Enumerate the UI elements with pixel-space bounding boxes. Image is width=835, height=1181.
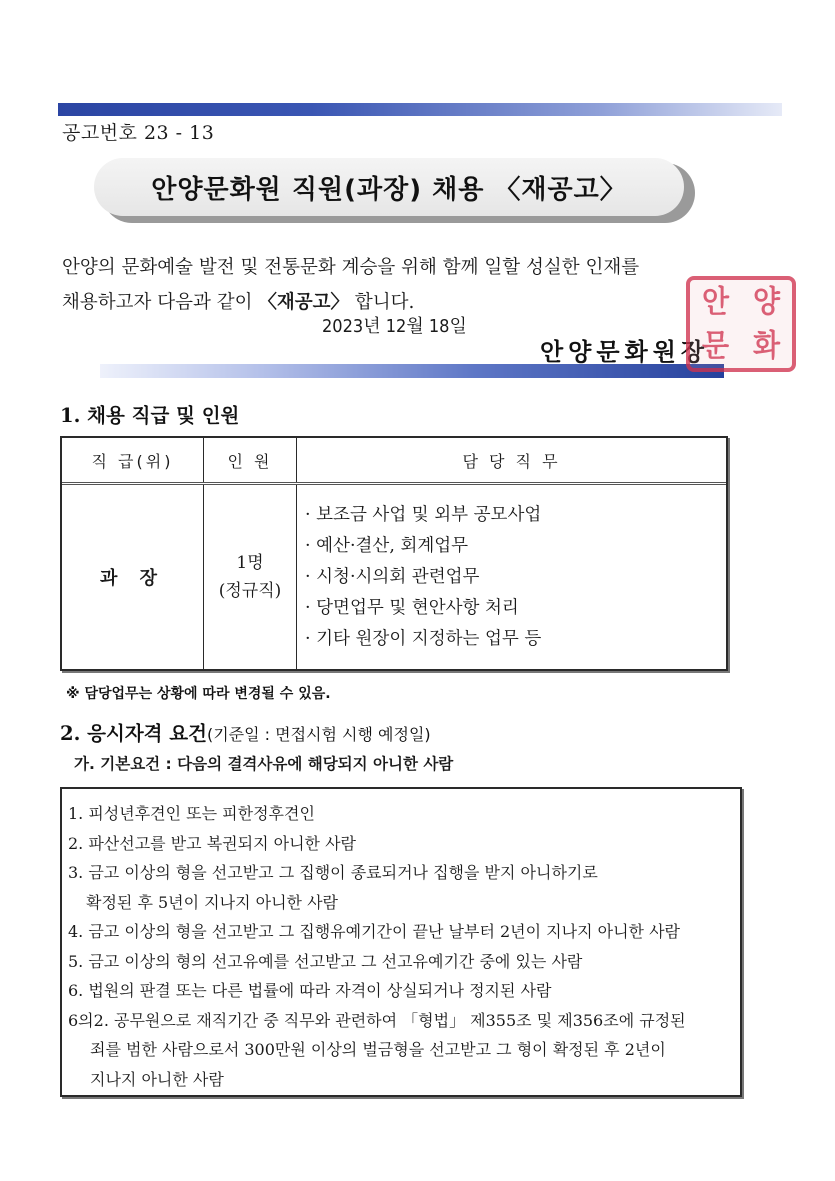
subsection-a-title: 가. 기본요건 : 다음의 결격사유에 해당되지 아니한 사람: [74, 755, 454, 773]
requirement-item-continuation: 죄를 범한 사람으로서 300만원 이상의 벌금형을 선고받고 그 형이 확정된 후 2년이: [90, 1040, 666, 1059]
header-count: 인 원: [204, 438, 297, 482]
position-table: [60, 436, 728, 671]
duty-item: · 보조금 사업 및 외부 공모사업: [305, 500, 541, 531]
official-seal-icon: 안 양 문 화: [686, 276, 796, 372]
reannouncement-emphasis: 〈재공고〉: [258, 292, 349, 313]
requirement-item-continuation: 확정된 후 5년이 지나지 아니한 사람: [86, 892, 338, 912]
requirement-item: 6의2. 공무원으로 재직기간 중 직무와 관련하여 「형법」 제355조 및 제356조에 규정된: [68, 1010, 686, 1030]
intro-line-2: 채용하고자 다음과 같이 〈재공고〉 합니다.: [62, 292, 415, 313]
requirement-item: 5. 금고 이상의 형의 선고유예를 선고받고 그 선고유예기간 중에 있는 사람: [68, 951, 583, 971]
duty-item: · 기타 원장이 지정하는 업무 등: [305, 624, 541, 655]
duty-item: · 당면업무 및 현안사항 처리: [305, 593, 541, 624]
rank-cell: 과 장: [62, 485, 204, 669]
requirements-list: [68, 799, 734, 1094]
duties-cell: [297, 485, 726, 669]
requirement-item: 4. 금고 이상의 형을 선고받고 그 집행유예기간이 끝난 날부터 2년이 지나지 아니한 사람: [68, 922, 680, 941]
section-2-reference-date: (기준일 : 면접시험 시행 예정일): [206, 725, 431, 744]
signer-name: 안양문화원장: [540, 338, 710, 366]
requirement-item: 1. 피성년후견인 또는 피한정후견인: [68, 804, 315, 823]
duty-item: · 시청·시의회 관련업무: [305, 562, 541, 593]
intro-paragraph: [62, 250, 742, 320]
requirement-item: 2. 파산선고를 받고 복권되지 아니한 사람: [68, 833, 356, 853]
top-decorative-bar: [58, 103, 782, 116]
intro-line-1: 안양의 문화예술 발전 및 전통문화 계승을 위해 함께 일할 성실한 인재를: [62, 257, 640, 278]
header-rank: 직 급(위): [62, 438, 204, 482]
duty-item: · 예산·결산, 회계업무: [305, 531, 541, 562]
requirement-item: 3. 금고 이상의 형을 선고받고 그 집행이 종료되거나 집행을 받지 아니하기로: [68, 863, 598, 882]
section-1-title: 1. 채용 직급 및 인원: [60, 404, 240, 427]
requirements-box: [60, 787, 742, 1097]
section-2-title: 2. 응시자격 요건(기준일 : 면접시험 시행 예정일): [60, 722, 431, 745]
headcount: 1명: [236, 553, 264, 573]
duties-note: ※ 담당업무는 상황에 따라 변경될 수 있음.: [66, 686, 331, 702]
title-banner: [94, 158, 684, 216]
duties-list: [305, 500, 541, 655]
table-header-row: [62, 438, 726, 485]
announcement-date: 2023년 12월 18일: [322, 316, 467, 337]
employment-type: (정규직): [218, 581, 282, 601]
page-title: 안양문화원 직원(과장) 채용 〈재공고〉: [151, 174, 627, 205]
header-duties: 담 당 직 무: [462, 451, 561, 471]
count-cell: [204, 485, 297, 669]
requirement-item-continuation: 지나지 아니한 사람: [90, 1069, 224, 1089]
requirement-item: 6. 법원의 판결 또는 다른 법률에 따라 자격이 상실되거나 정지된 사람: [68, 981, 552, 1000]
notice-number: 공고번호 23 - 13: [62, 122, 215, 144]
table-row: [62, 485, 726, 669]
